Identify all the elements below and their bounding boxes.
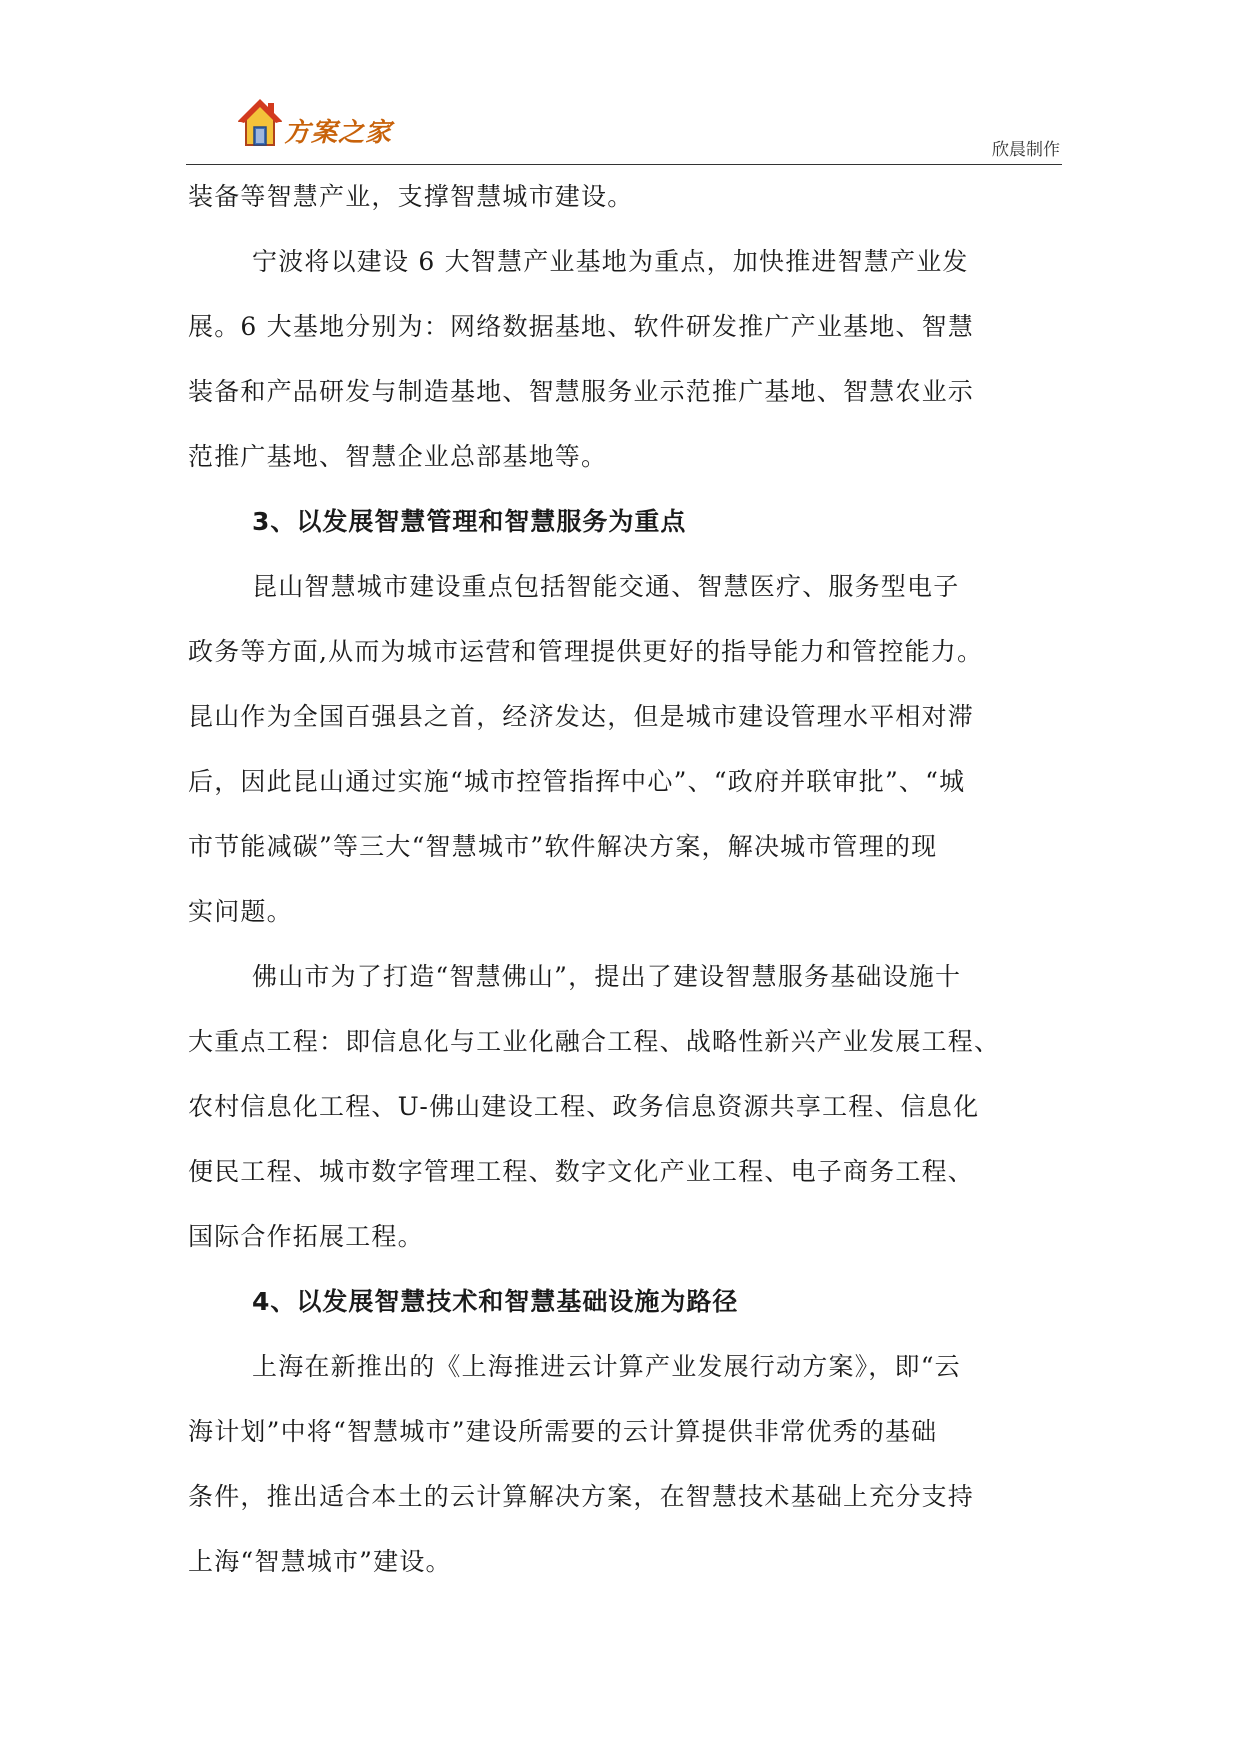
paragraph-line: 昆山作为全国百强县之首，经济发达，但是城市建设管理水平相对滞 <box>188 702 975 731</box>
paragraph-line: 范推广基地、智慧企业总部基地等。 <box>188 442 608 471</box>
paragraph-line: 条件，推出适合本土的云计算解决方案，在智慧技术基础上充分支持 <box>188 1482 975 1511</box>
logo <box>238 92 392 154</box>
paragraph-line: 装备等智慧产业，支撑智慧城市建设。 <box>188 182 634 211</box>
paragraph-line: 农村信息化工程、U-佛山建设工程、政务信息资源共享工程、信息化 <box>188 1092 980 1121</box>
paragraph-line: 装备和产品研发与制造基地、智慧服务业示范推广基地、智慧农业示 <box>188 377 975 406</box>
paragraph-line: 展。6 大基地分别为：网络数据基地、软件研发推广产业基地、智慧 <box>188 312 975 341</box>
paragraph-line: 便民工程、城市数字管理工程、数字文化产业工程、电子商务工程、 <box>188 1157 975 1186</box>
paragraph-line: 佛山市为了打造“智慧佛山”，提出了建设智慧服务基础设施十 <box>252 962 962 991</box>
maker-label: 欣晨制作 <box>992 140 1060 160</box>
paragraph-line: 上海在新推出的《上海推进云计算产业发展行动方案》，即“云 <box>252 1352 961 1381</box>
paragraph-line: 海计划”中将“智慧城市”建设所需要的云计算提供非常优秀的基础 <box>188 1417 938 1446</box>
paragraph-line: 国际合作拓展工程。 <box>188 1222 424 1251</box>
house-icon <box>238 97 282 149</box>
paragraph-line: 后，因此昆山通过实施“城市控管指挥中心”、“政府并联审批”、“城 <box>188 767 966 796</box>
logo-text: 方案之家 <box>284 117 393 148</box>
paragraph-line: 政务等方面,从而为城市运营和管理提供更好的指导能力和管控能力。 <box>188 637 984 666</box>
paragraph-line: 实问题。 <box>188 897 293 926</box>
paragraph-line: 宁波将以建设 6 大智慧产业基地为重点，加快推进智慧产业发 <box>252 247 969 276</box>
section-heading: 4、以发展智慧技术和智慧基础设施为路径 <box>252 1287 739 1316</box>
section-heading: 3、以发展智慧管理和智慧服务为重点 <box>252 507 687 536</box>
page-header <box>186 92 1062 165</box>
paragraph-line: 上海“智慧城市”建设。 <box>188 1547 452 1576</box>
paragraph-line: 昆山智慧城市建设重点包括智能交通、智慧医疗、服务型电子 <box>252 572 960 601</box>
paragraph-line: 市节能减碳”等三大“智慧城市”软件解决方案，解决城市管理的现 <box>188 832 938 861</box>
document-body <box>188 164 1064 1594</box>
paragraph-line: 大重点工程：即信息化与工业化融合工程、战略性新兴产业发展工程、 <box>188 1027 1001 1056</box>
